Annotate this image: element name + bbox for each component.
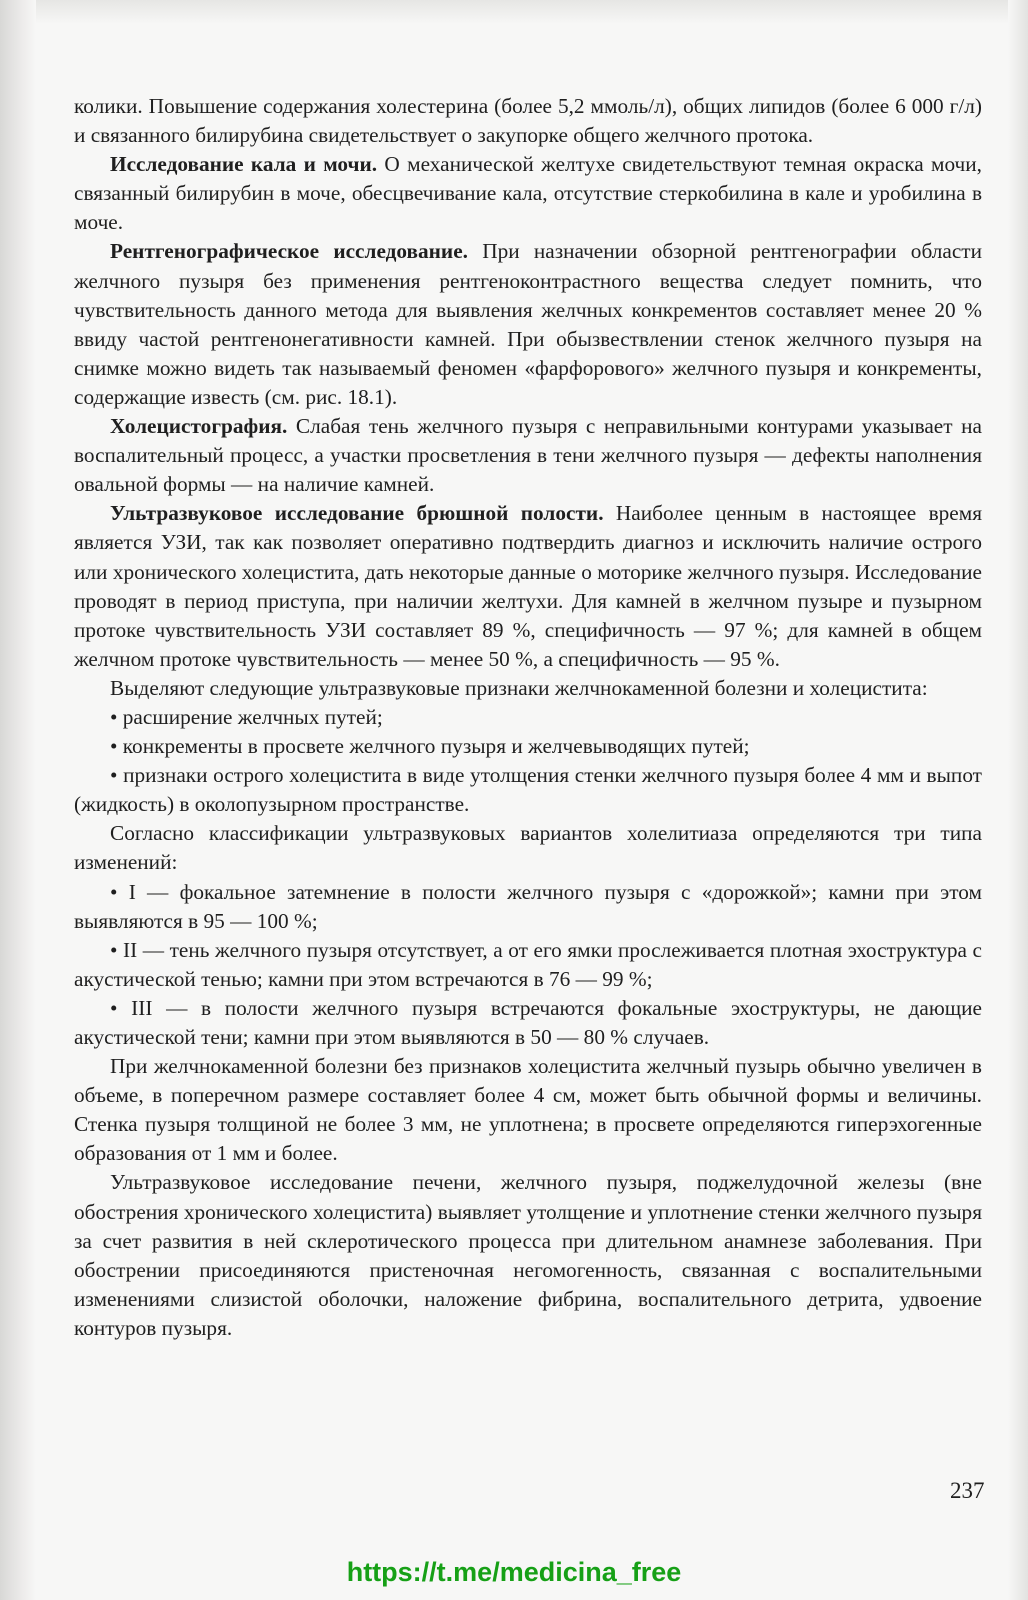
paragraph-text: колики. Повышение содержания холестерина (более 5,2 ммоль/л), общих липидов (более 6 000 г/л) и связанного билирубина свидетельствует о закупорке общего желчного протока. — [74, 94, 982, 148]
section-heading: Исследование кала и мочи. — [110, 152, 378, 177]
paragraph-text: При назначении обзорной рентгенографии области желчного пузыря без применения рентгеноконтрастного вещества следует помнить, что чувствительность данного метода для выявления желчных конкрементов составляет менее 20 % ввиду частой рентгенонегативности камней. При обызвествлении стенок желчного пузыря на снимке можно видеть так называемый феномен «фарфорового» желчного пузыря и конкременты, содержащие известь (см. рис. 18.1). — [74, 239, 982, 409]
list-item — [74, 703, 982, 732]
list-item — [74, 878, 982, 936]
paragraph — [74, 1052, 982, 1168]
paragraph-text: Выделяют следующие ультразвуковые признаки желчнокаменной болезни и холецистита: — [110, 675, 928, 700]
page-top-shadow — [0, 0, 1028, 24]
list-item-text: • II — тень желчного пузыря отсутствует, а от его ямки прослеживается плотная эхоструктура с акустической тенью; камни при этом встречаются в 76 — 99 %; — [74, 937, 982, 991]
page-left-shadow — [0, 0, 36, 1600]
page-right-shadow — [1008, 0, 1028, 1600]
paragraph — [74, 819, 982, 877]
list-item-text: • расширение желчных путей; — [110, 704, 383, 729]
list-item — [74, 732, 982, 761]
paragraph-text: Согласно классификации ультразвуковых вариантов холелитиаза определяются три типа изменений: — [74, 821, 982, 875]
section-heading: Холецистография. — [110, 414, 288, 439]
paragraph — [74, 92, 982, 150]
paragraph-text: Ультразвуковое исследование печени, желчного пузыря, поджелудочной железы (вне обострения хронического холецистита) выявляет утолщение и уплотнение стенки желчного пузыря за счет развития в ней склеротического процесса при длительном анамнезе заболевания. При обострении присоединяются пристеночная негомогенность, связанная с воспалительными изменениями слизистой оболочки, наложение фибрина, воспалительного детрита, удвоение контуров пузыря. — [74, 1170, 982, 1340]
paragraph — [74, 674, 982, 703]
paragraph — [74, 412, 982, 499]
page-number: 237 — [950, 1478, 985, 1503]
section-heading: Рентгенографическое исследование. — [110, 239, 468, 264]
section-heading: Ультразвуковое исследование брюшной полости. — [110, 501, 604, 526]
paragraph-text: Наиболее ценным в настоящее время является УЗИ, так как позволяет оперативно подтвердить диагноз и исключить наличие острого или хронического холецистита, дать некоторые данные о моторике желчного пузыря. Исследование проводят в период приступа, при наличии желтухи. Для камней в желчном пузыре и пузырном протоке чувствительность УЗИ составляет 89 %, специфичность — 97 %; для камней в общем желчном протоке чувствительность — менее 50 %, а специфичность — 95 %. — [74, 501, 982, 671]
footer-link[interactable]: https://t.me/medicina_free — [346, 1557, 682, 1587]
paragraph — [74, 1168, 982, 1343]
paragraph-text: При желчнокаменной болезни без признаков холецистита желчный пузырь обычно увеличен в объеме, в поперечном размере составляет более 4 см, может быть обычной формы и величины. Стенка пузыря толщиной не более 3 мм, не уплотнена; в просвете определяются гиперэхогенные образования от 1 мм и более. — [74, 1054, 982, 1166]
paragraph — [74, 499, 982, 674]
list-item-text: • конкременты в просвете желчного пузыря и желчевыводящих путей; — [110, 734, 750, 759]
list-item-text: • III — в полости желчного пузыря встречаются фокальные эхоструктуры, не дающие акустической тени; камни при этом выявляются в 50 — 80 % случаев. — [74, 995, 982, 1049]
page-body — [74, 92, 982, 1343]
list-item-text: • признаки острого холецистита в виде утолщения стенки желчного пузыря более 4 мм и выпот (жидкость) в околопузырном пространстве. — [74, 763, 982, 817]
list-item — [74, 994, 982, 1052]
paragraph — [74, 150, 982, 237]
paragraph-text: О механической желтухе свидетельствуют темная окраска мочи, связанный билирубин в моче, обесцвечивание кала, отсутствие стеркобилина в кале и уробилина в моче. — [74, 152, 982, 235]
list-item-text: • I — фокальное затемнение в полости желчного пузыря с «дорожкой»; камни при этом выявляются в 95 — 100 %; — [74, 879, 982, 933]
list-item — [74, 761, 982, 819]
paragraph — [74, 237, 982, 412]
list-item — [74, 936, 982, 994]
paragraph-text: Слабая тень желчного пузыря с неправильными контурами указывает на воспалительный процесс, а участки просветления в тени желчного пузыря — дефекты наполнения овальной формы — на наличие камней. — [74, 414, 982, 497]
